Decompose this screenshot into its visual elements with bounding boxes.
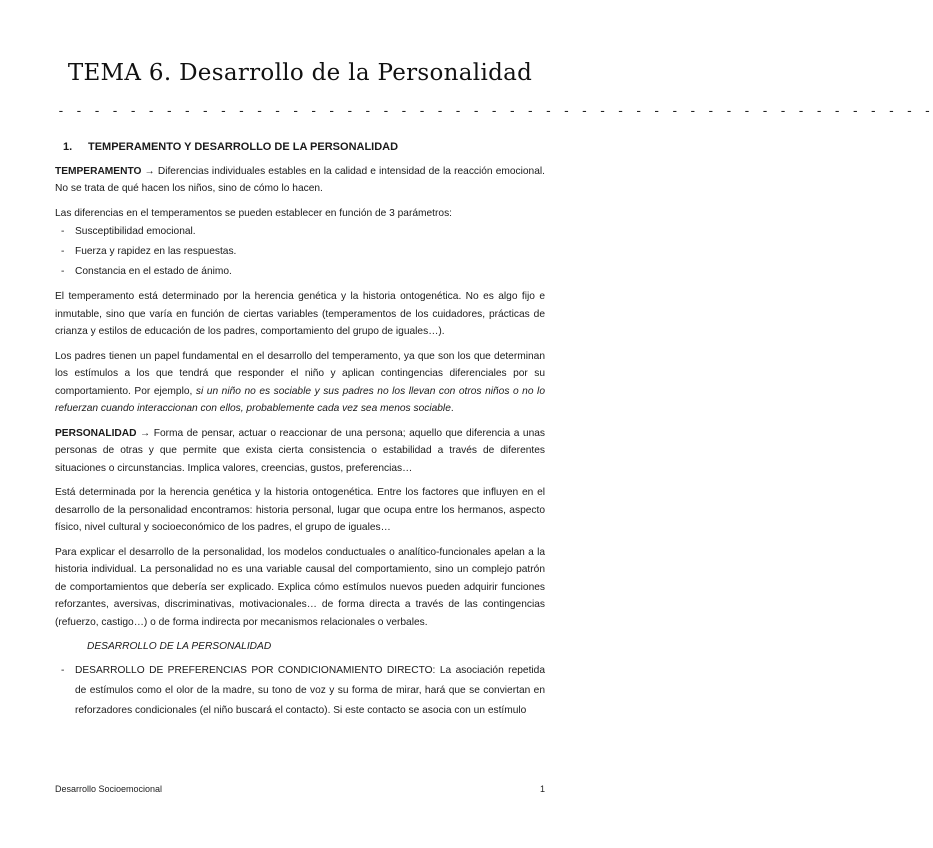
list-item: - Fuerza y rapidez en las respuestas. xyxy=(55,242,545,262)
subheading: DESARROLLO DE LA PERSONALIDAD xyxy=(87,641,272,652)
title-separator: - - - - - - - - - - - - - - - - - - - - - - - - - - - - - - - - - - - - - - - - - - - - - - - - - xyxy=(57,104,933,119)
temperamento-text: Diferencias individuales estables en la calidad e intensidad de la reacción emocional. No se trata de qué hacen los niños, sino de cómo lo hacen. xyxy=(55,165,545,194)
arrow-glyph: → xyxy=(144,165,155,177)
paragraph-modelos: Para explicar el desarrollo de la personalidad, los modelos conductuales o analítico-funcionales apelan a la historia individual. La personalidad no es una variable causal del comportamiento, sino un complejo patrón de comportamientos que debería ser explicado. Explica cómo estímulos nuevos pueden adquirir funciones reforzantes, aversivas, discriminativas, motivacionales… de forma directa a través de las contingencias (refuerzo, castigo…) o de forma indirecta por mecanismos relacionales o verbales. xyxy=(55,546,545,628)
paragraph-factores: Está determinada por la herencia genética y la historia ontogenética. Entre los factores que influyen en el desarrollo de la personalidad encontramos: historia personal, lugar que ocupa entre los hermanos, aspecto físico, nivel cultural y socioeconómico de los padres, el grupo de iguales… xyxy=(55,487,545,533)
personalidad-definition xyxy=(55,425,545,478)
page-title: TEMA 6. Desarrollo de la Personalidad xyxy=(67,60,533,86)
paragraph-padres xyxy=(55,348,545,418)
personalidad-text: Forma de pensar, actuar o reaccionar de una persona; aquello que diferencia a unas personas de otras y que permite que exista cierta consistencia o estabilidad a través de diferentes situaciones o circunstancias. Implica valores, creencias, gustos, preferencias… xyxy=(55,427,545,474)
desarrollo-list xyxy=(55,661,545,721)
padres-end: . xyxy=(450,403,454,414)
page-footer xyxy=(55,784,545,794)
temperamento-definition xyxy=(55,163,545,198)
temperamento-term: TEMPERAMENTO xyxy=(55,165,142,177)
list-item: - Susceptibilidad emocional. xyxy=(55,222,545,242)
arrow-glyph: → xyxy=(140,427,151,439)
document-body xyxy=(55,139,545,721)
list-item: - DESARROLLO DE PREFERENCIAS POR CONDICIONAMIENTO DIRECTO: La asociación repetida de estímulos como el olor de la madre, su tono de voz y su forma de mirar, hará que se conviertan en reforzadores condicionales (el niño buscará el contacto). Si este contacto se asocia con un estímulo xyxy=(55,661,545,721)
paragraph-parametros: Las diferencias en el temperamentos se pueden establecer en función de 3 parámetros: xyxy=(55,207,452,219)
list-item: - Constancia en el estado de ánimo. xyxy=(55,262,545,282)
padres-example: si un niño no es sociable y sus padres no los llevan con otros niños o no lo refuerzan cuando interaccionan con ellos, probablemente cada vez sea menos sociable xyxy=(55,385,545,414)
parametros-list xyxy=(55,222,545,282)
section-number: 1. xyxy=(63,141,73,153)
footer-label: Desarrollo Socioemocional xyxy=(55,784,163,794)
section-heading xyxy=(55,139,545,157)
paragraph-determinado: El temperamento está determinado por la herencia genética y la historia ontogenética. No es algo fijo e inmutable, sino que varía en función de ciertas variables (temperamentos de los cuidadores, prácticas de crianza y estilos de educación de los padres, comportamiento del grupo de iguales…). xyxy=(55,291,545,337)
section-title: TEMPERAMENTO Y DESARROLLO DE LA PERSONALIDAD xyxy=(88,141,399,153)
personalidad-term: PERSONALIDAD xyxy=(55,427,137,439)
padres-text: Los padres tienen un papel fundamental en el desarrollo del temperamento, ya que son los que determinan los estímulos a los que tendrá que responder el niño y aplican contingencias diferenciales por su comportamiento. Por ejemplo, xyxy=(55,350,545,397)
page-number: 1 xyxy=(539,784,545,794)
